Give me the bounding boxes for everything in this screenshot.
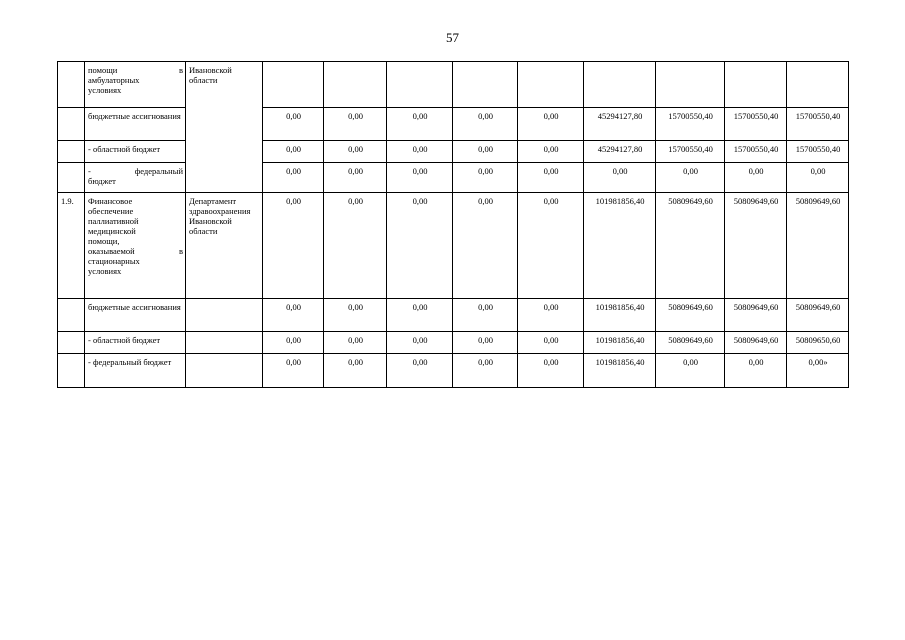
value-cell: 45294127,80 bbox=[584, 108, 656, 141]
table-row bbox=[58, 299, 849, 332]
value-cell: 0,00 bbox=[263, 141, 324, 163]
row-name-cell: Финансовое обеспечение паллиативной медицинской помощи, оказываемой в стационарных условиях bbox=[85, 193, 186, 299]
value-cell: 45294127,80 bbox=[584, 141, 656, 163]
row-number-cell: 1.9. bbox=[58, 193, 85, 299]
value-cell: 0,00 bbox=[453, 299, 518, 332]
value-cell: 15700550,40 bbox=[725, 108, 787, 141]
value-cell: 0,00 bbox=[263, 354, 324, 388]
value-cell: 0,00 bbox=[787, 163, 849, 193]
value-cell: 0,00 bbox=[584, 163, 656, 193]
value-cell: 0,00 bbox=[725, 354, 787, 388]
row-number-cell bbox=[58, 163, 85, 193]
value-cell: 0,00 bbox=[656, 163, 725, 193]
value-cell: 0,00 bbox=[453, 354, 518, 388]
value-cell: 0,00 bbox=[518, 141, 584, 163]
value-cell: 0,00 bbox=[387, 193, 453, 299]
page-number: 57 bbox=[446, 30, 459, 45]
value-cell bbox=[518, 62, 584, 108]
value-cell: 0,00 bbox=[324, 141, 387, 163]
value-cell: 50809649,60 bbox=[656, 193, 725, 299]
budget-table bbox=[57, 61, 849, 388]
value-cell bbox=[324, 62, 387, 108]
value-cell: 50809649,60 bbox=[725, 299, 787, 332]
value-cell: 0,00 bbox=[518, 354, 584, 388]
value-cell: 0,00 bbox=[387, 163, 453, 193]
value-cell: 101981856,40 bbox=[584, 193, 656, 299]
executor-cell: Ивановской области bbox=[186, 62, 263, 193]
row-name-cell: - областной бюджет bbox=[85, 141, 186, 163]
value-cell: 50809649,60 bbox=[725, 193, 787, 299]
value-cell: 101981856,40 bbox=[584, 332, 656, 354]
value-cell bbox=[725, 62, 787, 108]
value-cell: 0,00 bbox=[324, 163, 387, 193]
value-cell: 50809649,60 bbox=[787, 193, 849, 299]
row-number-cell bbox=[58, 332, 85, 354]
value-cell: 0,00 bbox=[518, 163, 584, 193]
value-cell: 0,00 bbox=[387, 141, 453, 163]
value-cell: 0,00 bbox=[263, 193, 324, 299]
value-cell: 0,00 bbox=[387, 299, 453, 332]
value-cell: 0,00 bbox=[324, 299, 387, 332]
table-row bbox=[58, 332, 849, 354]
executor-cell bbox=[186, 299, 263, 332]
row-name-cell: бюджетные ассигнования bbox=[85, 108, 186, 141]
value-cell: 0,00 bbox=[518, 299, 584, 332]
table-row bbox=[58, 108, 849, 141]
executor-cell bbox=[186, 332, 263, 354]
value-cell: 50809649,60 bbox=[656, 299, 725, 332]
row-number-cell bbox=[58, 62, 85, 108]
value-cell: 50809649,60 bbox=[787, 299, 849, 332]
row-name-cell: - федеральный бюджет bbox=[85, 354, 186, 388]
value-cell: 15700550,40 bbox=[787, 108, 849, 141]
value-cell: 0,00 bbox=[324, 193, 387, 299]
value-cell: 0,00 bbox=[453, 193, 518, 299]
row-number-cell bbox=[58, 141, 85, 163]
value-cell bbox=[584, 62, 656, 108]
value-cell: 15700550,40 bbox=[725, 141, 787, 163]
value-cell bbox=[656, 62, 725, 108]
value-cell: 50809650,60 bbox=[787, 332, 849, 354]
value-cell: 0,00 bbox=[453, 141, 518, 163]
value-cell: 15700550,40 bbox=[787, 141, 849, 163]
value-cell bbox=[263, 62, 324, 108]
row-name-cell: - областной бюджет bbox=[85, 332, 186, 354]
value-cell: 0,00 bbox=[324, 354, 387, 388]
value-cell: 0,00 bbox=[453, 108, 518, 141]
value-cell: 0,00 bbox=[453, 332, 518, 354]
value-cell: 0,00 bbox=[518, 332, 584, 354]
value-cell: 0,00 bbox=[263, 332, 324, 354]
value-cell: 0,00 bbox=[656, 354, 725, 388]
table-row bbox=[58, 141, 849, 163]
value-cell: 50809649,60 bbox=[725, 332, 787, 354]
value-cell: 0,00 bbox=[518, 193, 584, 299]
value-cell bbox=[453, 62, 518, 108]
value-cell: 0,00 bbox=[387, 332, 453, 354]
table-row bbox=[58, 354, 849, 388]
row-number-cell bbox=[58, 299, 85, 332]
value-cell bbox=[387, 62, 453, 108]
value-cell: 0,00 bbox=[387, 108, 453, 141]
value-cell bbox=[787, 62, 849, 108]
value-cell: 0,00 bbox=[263, 163, 324, 193]
value-cell: 0,00 bbox=[263, 108, 324, 141]
executor-cell bbox=[186, 354, 263, 388]
value-cell: 0,00» bbox=[787, 354, 849, 388]
value-cell: 0,00 bbox=[324, 108, 387, 141]
value-cell: 0,00 bbox=[324, 332, 387, 354]
row-number-cell bbox=[58, 108, 85, 141]
value-cell: 15700550,40 bbox=[656, 141, 725, 163]
value-cell: 101981856,40 bbox=[584, 299, 656, 332]
row-name-cell: бюджетные ассигнования bbox=[85, 299, 186, 332]
value-cell: 0,00 bbox=[725, 163, 787, 193]
table-row bbox=[58, 62, 849, 108]
value-cell: 0,00 bbox=[453, 163, 518, 193]
value-cell: 15700550,40 bbox=[656, 108, 725, 141]
executor-cell: Департамент здравоохранения Ивановской области bbox=[186, 193, 263, 299]
value-cell: 0,00 bbox=[387, 354, 453, 388]
row-name-cell: помощи в амбулаторных условиях bbox=[85, 62, 186, 108]
table-row bbox=[58, 193, 849, 299]
row-name-cell: - федеральный бюджет bbox=[85, 163, 186, 193]
value-cell: 50809649,60 bbox=[656, 332, 725, 354]
value-cell: 0,00 bbox=[263, 299, 324, 332]
value-cell: 101981856,40 bbox=[584, 354, 656, 388]
table-row bbox=[58, 163, 849, 193]
row-number-cell bbox=[58, 354, 85, 388]
value-cell: 0,00 bbox=[518, 108, 584, 141]
